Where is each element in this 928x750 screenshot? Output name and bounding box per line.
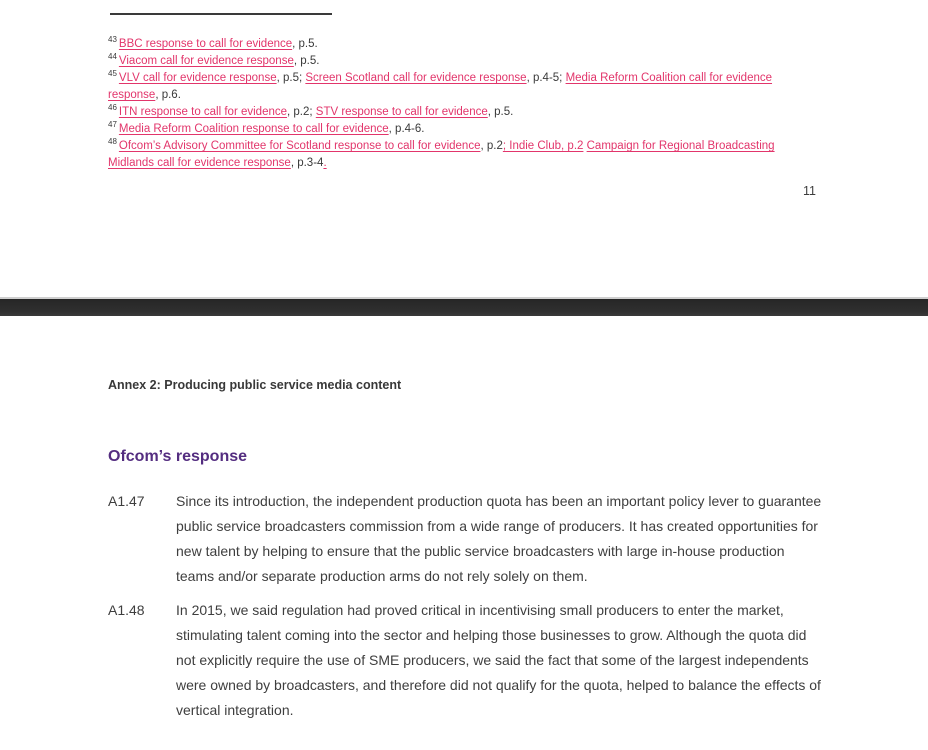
- paragraph-A1.47: [108, 489, 824, 589]
- footnote-text: , p.4-5;: [526, 72, 566, 84]
- footnote-link[interactable]: Media Reform Coalition response to call for evidence: [118, 123, 389, 135]
- footnote-48: [108, 138, 810, 172]
- paragraph-A1.48: [108, 598, 824, 723]
- footnote-link[interactable]: Screen Scotland call for evidence response: [305, 72, 527, 84]
- footnote-text: , p.2;: [287, 106, 316, 118]
- footnote-43: [108, 36, 810, 53]
- footnote-link[interactable]: VLV call for evidence response: [118, 72, 277, 84]
- footnote-link[interactable]: STV response to call for evidence: [315, 106, 488, 118]
- footnote-text: , p.2: [480, 140, 503, 152]
- page-12-top: [0, 316, 928, 750]
- footnote-45: [108, 70, 810, 104]
- section-heading: Ofcom’s response: [108, 448, 248, 465]
- footnote-link[interactable]: Campaign for Regional Broadcasting Midlands call for evidence response: [108, 140, 775, 169]
- footnote-number: 44: [108, 52, 117, 62]
- footnote-number: 45: [108, 69, 117, 79]
- footnote-text: , p.3-4: [290, 157, 324, 169]
- footnote-number: 48: [108, 137, 117, 147]
- footnotes-block: [108, 36, 810, 172]
- paragraph-text: In 2015, we said regulation had proved critical in incentivising small producers to enter the market, stimulating talent coming into the sector and helping those businesses to grow. Although the quota did not explicitly require the use of SME producers, we said the fact that some of the largest independents were owned by broadcasters, and therefore did not qualify for the quota, helped to balance the effects of vertical integration.: [176, 602, 821, 718]
- footnote-text: , p.5.: [292, 38, 318, 50]
- footnote-text: , p.6.: [155, 89, 181, 101]
- footnote-link[interactable]: ITN response to call for evidence: [118, 106, 288, 118]
- footnote-47: [108, 121, 810, 138]
- footnote-link[interactable]: Ofcom’s Advisory Committee for Scotland response to call for evidence: [118, 140, 481, 152]
- paragraph-number: A1.48: [108, 602, 145, 618]
- page-number: 11: [803, 184, 816, 198]
- footnote-separator-rule: [110, 13, 332, 15]
- footnote-text: , p.5;: [276, 72, 306, 84]
- footnote-link[interactable]: BBC response to call for evidence: [118, 38, 293, 50]
- paragraph-list: [108, 489, 824, 723]
- footnote-link[interactable]: Viacom call for evidence response: [118, 55, 294, 67]
- running-header: Annex 2: Producing public service media content: [108, 378, 402, 392]
- footnote-number: 46: [108, 103, 117, 113]
- footnote-link[interactable]: ; Indie Club, p.2: [502, 140, 584, 152]
- page-separator-band: [0, 297, 928, 316]
- paragraph-number: A1.47: [108, 493, 145, 509]
- page-11-bottom: [0, 0, 928, 297]
- footnote-text: , p.5.: [293, 55, 320, 67]
- footnote-number: 43: [108, 35, 117, 45]
- footnote-text: , p.5.: [487, 106, 514, 118]
- footnote-number: 47: [108, 120, 117, 130]
- footnote-link[interactable]: .: [323, 157, 327, 169]
- footnote-44: [108, 53, 810, 70]
- footnote-46: [108, 104, 810, 121]
- paragraph-text: Since its introduction, the independent production quota has been an important policy lever to guarantee public service broadcasters commission from a wide range of producers. It has created opportunities for new talent by helping to ensure that the public service broadcasters with large in-house production teams and/or separate production arms do not rely solely on them.: [176, 493, 822, 584]
- footnote-link[interactable]: Media Reform Coalition call for evidence response: [108, 72, 773, 101]
- footnote-text: , p.4-6.: [388, 123, 425, 135]
